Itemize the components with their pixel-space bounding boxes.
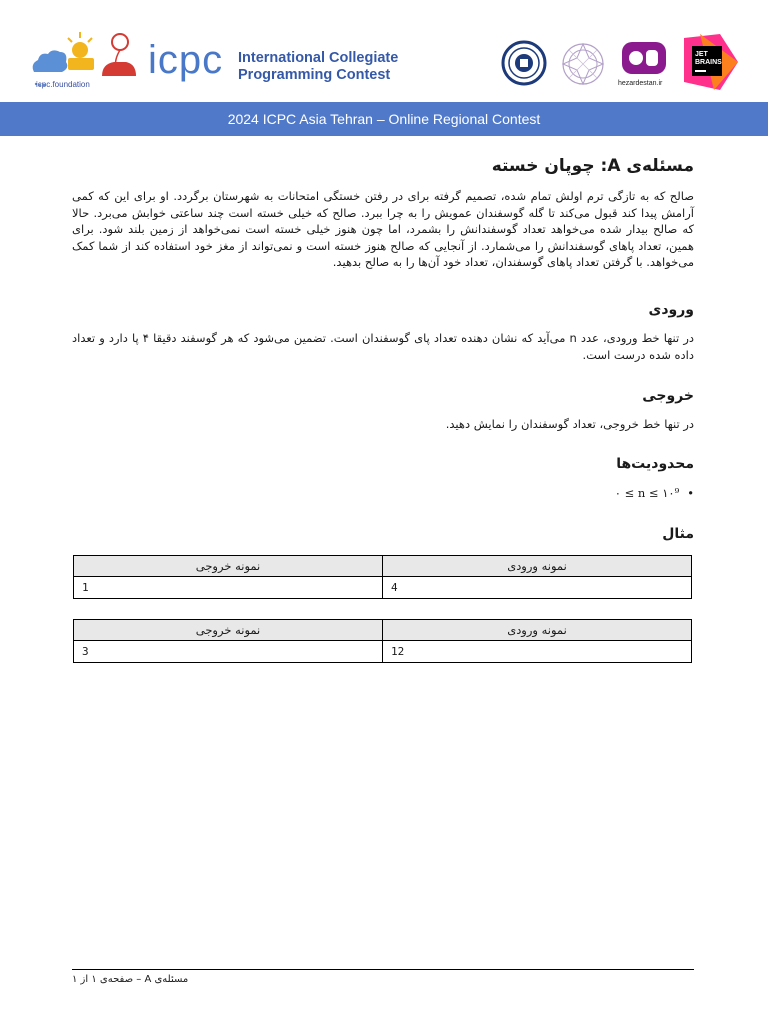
- constraint-text: ۰ ≤ n ≤ ۱۰⁹: [614, 486, 680, 500]
- output-description: در تنها خط خروجی، تعداد گوسفندان را نمایش دهید.: [445, 417, 694, 431]
- sample-output-value[interactable]: 1: [74, 577, 383, 599]
- footer-divider: [72, 969, 694, 970]
- output-heading: خروجی: [642, 388, 694, 404]
- bullet-icon: •: [687, 486, 694, 500]
- icpc-name-line2: Programming Contest: [238, 67, 391, 83]
- example-heading: مثال: [662, 526, 694, 542]
- icpc-wordmark: icpc: [148, 38, 224, 82]
- sharif-university-seal: [500, 40, 548, 86]
- sample-input-value[interactable]: 12: [383, 641, 692, 663]
- svg-text:JET: JET: [695, 51, 708, 58]
- hezardestan-text: hezardestan.ir: [618, 80, 663, 87]
- sample-input-label: نمونه ورودی: [383, 620, 692, 641]
- svg-text:BRAINS: BRAINS: [695, 59, 722, 66]
- problem-title: مسئله‌ی A: چوپان خسته: [491, 156, 694, 176]
- sample-output-label: نمونه خروجی: [74, 556, 383, 577]
- sample-table-2: [73, 619, 692, 663]
- geometric-pattern-logo: [558, 40, 608, 88]
- sample-output-value[interactable]: 3: [74, 641, 383, 663]
- page-footer: مسئله‌ی A – صفحه‌ی ۱ از ۱: [72, 974, 189, 985]
- sample-input-value[interactable]: 4: [383, 577, 692, 599]
- sample-input-label: نمونه ورودی: [383, 556, 692, 577]
- input-heading: ورودی: [648, 302, 694, 318]
- input-description: در تنها خط ورودی، عدد n می‌آید که نشان دهنده تعداد پای گوسفندان است. تضمین می‌شود که هر گوسفند دقیقا ۴ پا دارد و تعداد داده شده درست است.: [72, 331, 695, 362]
- constraints-heading: محدودیت‌ها: [616, 456, 694, 472]
- hezardestan-logo: [620, 38, 668, 78]
- sample-table-1: [73, 555, 692, 599]
- page-header: [0, 0, 768, 102]
- icpc-name-line1: International Collegiate: [238, 50, 399, 66]
- icpc-full-name: [238, 50, 398, 84]
- constraint-item: [72, 486, 694, 500]
- problem-statement: صالح که به تازگی ترم اولش تمام شده، تصمیم گرفته برای در رفتن خستگی امتحانات به شهرستان برگردد. او برای این که کمی آرامش پیدا کند قبول می‌کند تا گله گوسفندان عمویش را به چرا ببرد. صالح که خیلی خسته است چند ساعتی خوابش می‌برد. حالا که صالح بیدار شده می‌خواهد تعداد گوسفندانش را بشمرد، اما چون هنوز خیلی خسته است نمی‌خواهد از زمین بلند شود. برای همین، تعداد پاهای گوسفندانش را می‌شمارد. از آنجایی که صالح هنوز خسته است و نمی‌تواند از مغز خود استفاده کند از شما کمک می‌خواهد. با گرفتن تعداد پاهای گوسفندان، تعداد خود آن‌ها را به صالح بدهید.: [72, 189, 694, 269]
- jetbrains-logo: [680, 34, 742, 92]
- contest-banner: 2024 ICPC Asia Tehran – Online Regional Contest: [0, 102, 768, 136]
- icpc-foundation-text: icpc.foundation: [36, 80, 90, 89]
- sample-output-label: نمونه خروجی: [74, 620, 383, 641]
